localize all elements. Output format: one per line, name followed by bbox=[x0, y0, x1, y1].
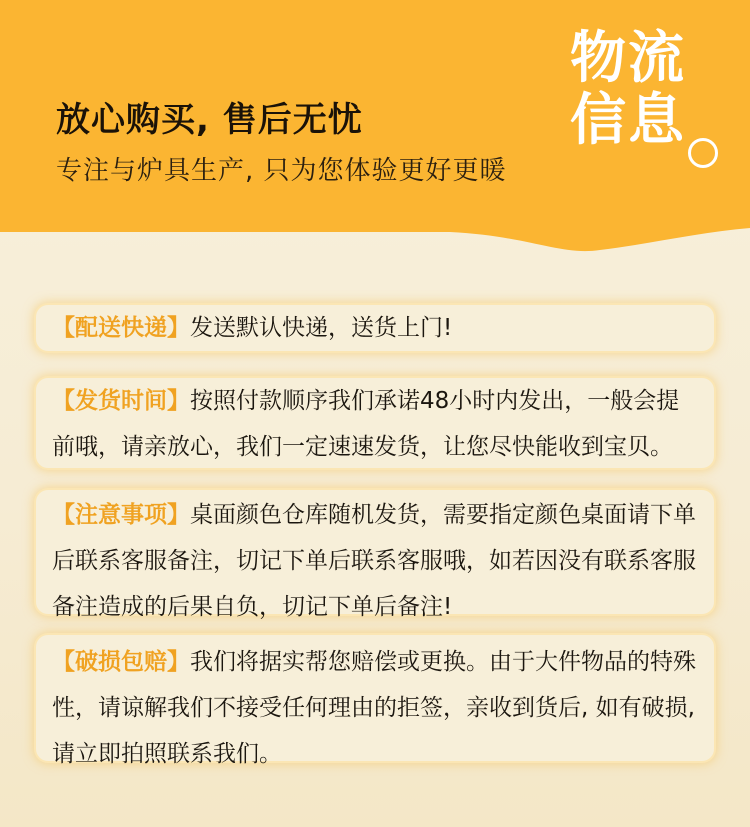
big-title-line-1: 物流 bbox=[570, 26, 686, 91]
card-tag: 【注意事项】 bbox=[52, 502, 190, 528]
headline: 放心购买, 售后无忧 bbox=[56, 100, 363, 140]
card-text bbox=[52, 378, 698, 470]
info-card-damage-compensation bbox=[36, 635, 714, 767]
header-banner bbox=[0, 0, 750, 258]
card-body: 发送默认快递，送货上门! bbox=[190, 315, 453, 341]
ring-decoration-icon bbox=[688, 138, 718, 168]
info-card-notes bbox=[36, 490, 714, 620]
card-body: 按照付款顺序我们承诺48小时内发出，一般会提前哦，请亲放心，我们一定速速发货，让您尽快能收到宝贝。 bbox=[52, 388, 680, 460]
card-text bbox=[52, 492, 698, 630]
info-card-shipping-time bbox=[36, 378, 714, 468]
card-tag: 【发货时间】 bbox=[52, 388, 190, 414]
card-tag: 【配送快递】 bbox=[52, 315, 190, 341]
big-title bbox=[570, 28, 710, 152]
card-text bbox=[52, 639, 698, 777]
card-body: 我们将据实帮您赔偿或更换。由于大件物品的特殊性，请谅解我们不接受任何理由的拒签，亲收到货后, 如有破损,请立即拍照联系我们。 bbox=[52, 649, 696, 767]
card-body: 桌面颜色仓库随机发货，需要指定颜色桌面请下单后联系客服备注，切记下单后联系客服哦，如若因没有联系客服备注造成的后果自负，切记下单后备注! bbox=[52, 502, 696, 620]
card-text bbox=[52, 305, 698, 351]
card-tag: 【破损包赔】 bbox=[52, 649, 190, 675]
info-card-delivery bbox=[36, 305, 714, 351]
subline: 专注与炉具生产, 只为您体验更好更暖 bbox=[56, 156, 507, 186]
big-title-line-2: 信息 bbox=[570, 88, 686, 153]
